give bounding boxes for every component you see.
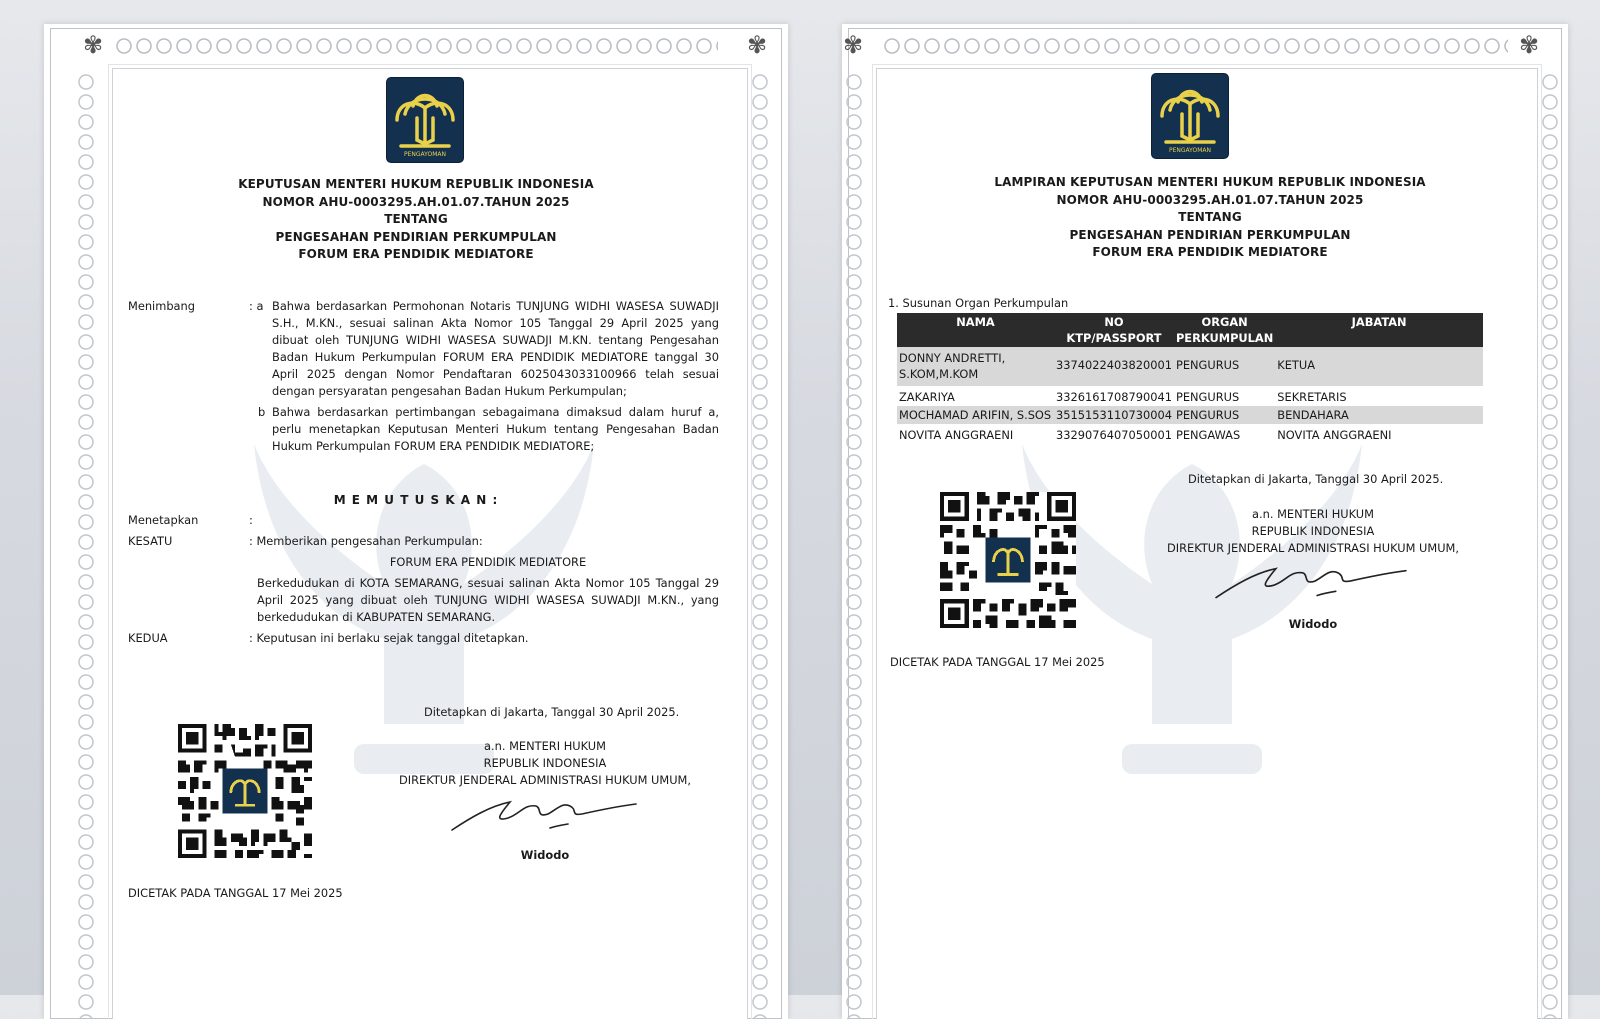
cell-jabatan: KETUA (1275, 347, 1483, 386)
heading-line: LAMPIRAN KEPUTUSAN MENTERI HUKUM REPUBLIK INDONESIA (994, 175, 1426, 189)
section-title: 1. Susunan Organ Perkumpulan (888, 296, 1069, 310)
appendix-heading (852, 174, 1568, 262)
menimbang-a-marker: : a (249, 299, 264, 313)
cell-nama: ZAKARIYA (899, 390, 955, 404)
signature-icon (1214, 554, 1410, 606)
printed-date: DICETAK PADA TANGGAL 17 Mei 2025 (128, 886, 343, 900)
cell-nama: NOVITA ANGGRAENI (899, 428, 1014, 442)
table-row (897, 347, 1483, 386)
logo-caption: PENGAYOMAN (403, 151, 447, 158)
heading-line: KEPUTUSAN MENTERI HUKUM REPUBLIK INDONESIA (238, 177, 594, 191)
printed-date: DICETAK PADA TANGGAL 17 Mei 2025 (890, 655, 1105, 669)
ditetapkan-text: Ditetapkan di Jakarta, Tanggal 30 April 2025. (1188, 472, 1444, 486)
cell-organ: PENGURUS (1175, 390, 1240, 404)
qr-code-icon (940, 492, 1076, 628)
decision-page (44, 24, 788, 1019)
sign-ri: REPUBLIK INDONESIA (1251, 524, 1375, 538)
menimbang-a-text: Bahwa berdasarkan Permohonan Notaris TUNJUNG WIDHI WASESA SUWADJI S.H., M.KN., sesuai salinan Akta Nomor 105 Tanggal 29 April 2025 yang dibuat oleh TUNJUNG WIDHI WASESA SUWADJI M.KN. tentang Pengesahan Badan Hukum Perkumpulan FORUM ERA PENDIDIK MEDIATORE tanggal 30 April 2025 dengan Nomor Pendaftaran 6025043033100966 telah sesuai dengan persyaratan pengesahan Badan Hukum Perkumpulan; (272, 299, 719, 398)
qr-code-icon (178, 724, 312, 858)
heading-line: FORUM ERA PENDIDIK MEDIATORE (1092, 245, 1328, 259)
cell-jabatan: BENDAHARA (1275, 406, 1483, 424)
sign-an: a.n. MENTERI HUKUM (484, 739, 606, 753)
corner-ornament-icon: ✾ (1518, 31, 1540, 59)
column-header: NAMA (897, 313, 1054, 347)
menimbang-b-marker: b (258, 405, 266, 419)
kedua-label: KEDUA (128, 631, 168, 645)
organization-name: FORUM ERA PENDIDIK MEDIATORE (389, 555, 587, 569)
heading-line: NOMOR AHU-0003295.AH.01.07.TAHUN 2025 (262, 194, 570, 209)
menetapkan-label: Menetapkan (128, 513, 199, 527)
table-row (897, 406, 1483, 424)
top-ornament-band (882, 34, 1508, 58)
corner-ornament-icon: ✾ (82, 31, 104, 59)
corner-ornament-icon: ✾ (842, 31, 864, 59)
column-header: ORGAN PERKUMPULAN (1175, 315, 1274, 345)
sign-an: a.n. MENTERI HUKUM (1252, 507, 1374, 521)
cell-nama: MOCHAMAD ARIFIN, S.SOS (897, 406, 1054, 424)
top-ornament-band (114, 34, 718, 58)
logo-caption: PENGAYOMAN (1168, 147, 1212, 154)
cell-ktp: 3329076407050001 (1056, 428, 1172, 442)
sign-dirjen: DIREKTUR JENDERAL ADMINISTRASI HUKUM UMUM, (399, 773, 691, 787)
sign-dirjen: DIREKTUR JENDERAL ADMINISTRASI HUKUM UMUM, (1167, 541, 1459, 555)
table-row (897, 424, 1483, 444)
sign-ri: REPUBLIK INDONESIA (483, 756, 607, 770)
heading-line: PENGESAHAN PENDIRIAN PERKUMPULAN (275, 229, 557, 244)
cell-nama: DONNY ANDRETTI, S.KOM,M.KOM (897, 347, 1054, 386)
heading-line: TENTANG (384, 212, 448, 226)
kesatu-text: : Memberikan pengesahan Perkumpulan: (249, 534, 483, 548)
heading-line: TENTANG (1178, 210, 1242, 224)
cell-ktp: 3326161708790041 (1056, 390, 1172, 404)
cell-organ: PENGAWAS (1175, 428, 1241, 442)
menimbang-label: Menimbang (128, 299, 195, 313)
kedua-text: : Keputusan ini berlaku sejak tanggal ditetapkan. (249, 631, 529, 645)
signer-name: Widodo (520, 848, 570, 862)
kesatu-label: KESATU (128, 534, 173, 548)
cell-jabatan: SEKRETARIS (1277, 390, 1347, 404)
cell-organ: PENGURUS (1174, 347, 1275, 386)
ditetapkan-text: Ditetapkan di Jakarta, Tanggal 30 April 2025. (424, 705, 680, 719)
cell-ktp: 3515153110730004 (1056, 408, 1172, 422)
menimbang-b-text: Bahwa berdasarkan pertimbangan sebagaimana dimaksud dalam huruf a, perlu menetapkan Keputusan Menteri Hukum tentang Pengesahan Badan Hukum Perkumpulan FORUM ERA PENDIDIK MEDIATORE; (272, 405, 719, 453)
signature-icon (450, 788, 640, 838)
heading-line: FORUM ERA PENDIDIK MEDIATORE (298, 247, 534, 261)
appendix-page (842, 24, 1568, 1019)
pengayoman-logo-icon (1152, 74, 1228, 158)
column-header: NO KTP/PASSPORT (1054, 313, 1174, 347)
cell-jabatan: NOVITA ANGGRAENI (1277, 428, 1392, 442)
table-row (897, 386, 1483, 406)
column-header: JABATAN (1275, 313, 1483, 347)
heading-line: NOMOR AHU-0003295.AH.01.07.TAHUN 2025 (1056, 192, 1364, 207)
cell-ktp: 3374022403820001 (1054, 347, 1174, 386)
signer-name: Widodo (1288, 617, 1338, 631)
corner-ornament-icon: ✾ (746, 31, 768, 59)
memutuskan-heading: M E M U T U S K A N : (333, 493, 499, 507)
heading-line: PENGESAHAN PENDIRIAN PERKUMPULAN (1069, 227, 1351, 242)
pengayoman-logo-icon (387, 78, 463, 162)
organ-table (897, 313, 1483, 444)
kesatu-detail: Berkedudukan di KOTA SEMARANG, sesuai salinan Akta Nomor 105 Tanggal 29 April 2025 yang dibuat oleh TUNJUNG WIDHI WASESA SUWADJI M.KN., yang berkedudukan di KABUPATEN SEMARANG. (257, 576, 719, 624)
decision-heading (44, 176, 788, 264)
cell-organ: PENGURUS (1174, 406, 1275, 424)
menetapkan-colon: : (249, 513, 253, 527)
table-header-row (897, 313, 1483, 347)
